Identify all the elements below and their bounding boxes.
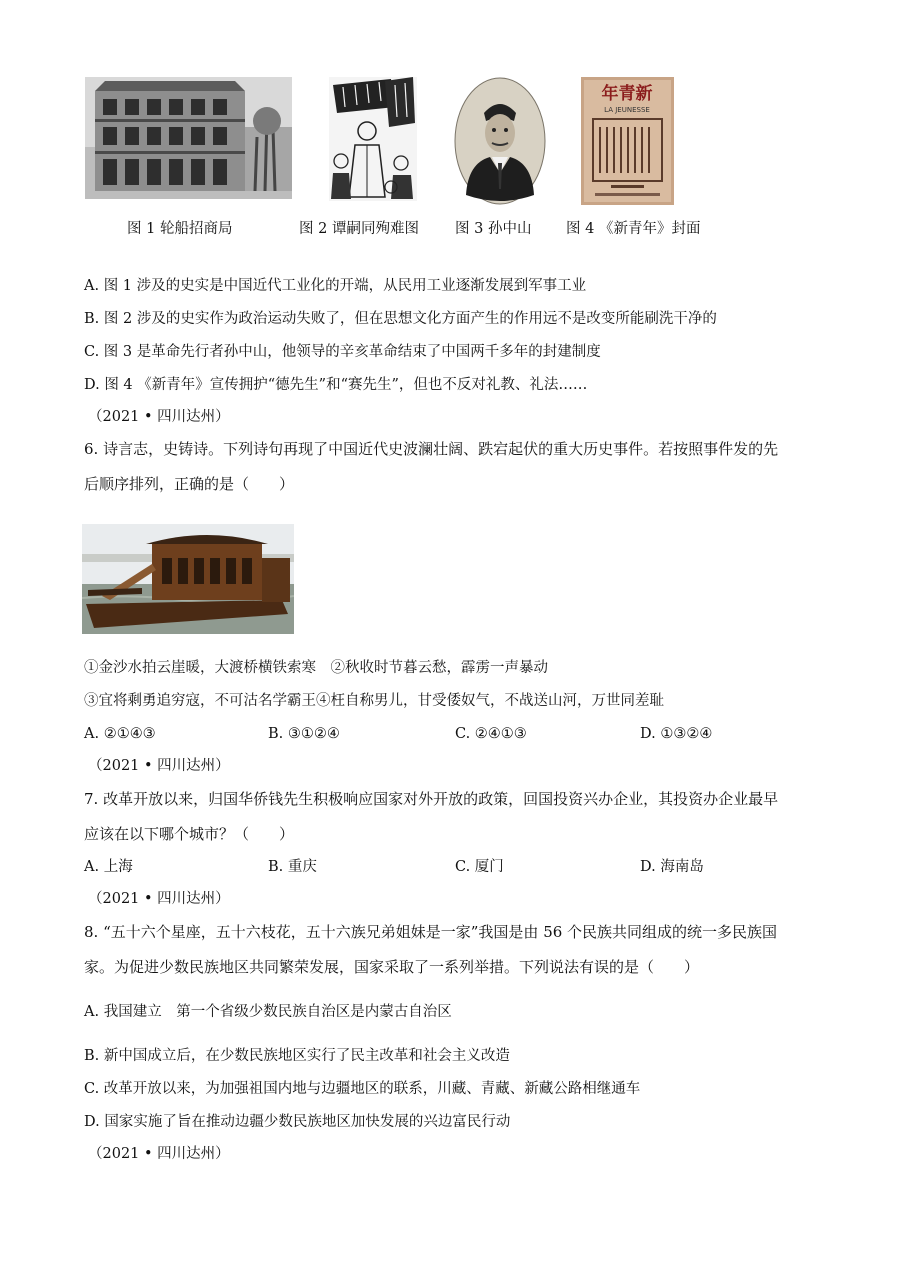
q5-option-b: B. 图 2 涉及的史实作为政治运动失败了，但在思想文化方面产生的作用远不是改变所能刷洗干净的	[84, 311, 717, 327]
q6-option-d: D. ①③②④	[640, 726, 713, 742]
q7-stem-line-2: 应该在以下哪个城市？（ ）	[84, 825, 295, 843]
q6-option-c: C. ②④①③	[455, 726, 527, 742]
figure-3-caption: 图 3 孙中山	[455, 221, 532, 237]
q5-option-d: D. 图 4 《新青年》宣传拥护“德先生”和“赛先生”，但也不反对礼教、礼法……	[84, 377, 588, 393]
q6-poem-line-2: ③宜将剩勇追穷寇，不可沽名学霸王④枉自称男儿，甘受倭奴气，不战送山河，万世同差耻	[84, 693, 664, 709]
q5-option-a: A. 图 1 涉及的史实是中国近代工业化的开端，从民用工业逐渐发展到军事工业	[84, 278, 587, 294]
q7-stem-line-1: 7. 改革开放以来，归国华侨钱先生积极响应国家对外开放的政策，回国投资兴办企业，其投资办企业最早	[84, 790, 779, 808]
figure-2-illustration	[329, 77, 417, 201]
figure-1-building-photo	[85, 77, 292, 199]
cover-subtitle: LA JEUNESSE	[604, 106, 650, 114]
q8-option-d: D. 国家实施了旨在推动边疆少数民族地区加快发展的兴边富民行动	[84, 1114, 511, 1130]
q8-option-a: A. 我国建立 第一个省级少数民族自治区是内蒙古自治区	[84, 1004, 452, 1020]
q5-option-c: C. 图 3 是革命先行者孙中山，他领导的辛亥革命结束了中国两千多年的封建制度	[84, 344, 601, 360]
figure-4-magazine-cover	[581, 77, 674, 205]
q8-source: （2021 • 四川达州）	[88, 1146, 230, 1162]
figure-2-caption: 图 2 谭嗣同殉难图	[299, 221, 419, 237]
q8-option-b: B. 新中国成立后，在少数民族地区实行了民主改革和社会主义改造	[84, 1048, 510, 1064]
q6-option-a: A. ②①④③	[84, 726, 156, 742]
figure-1-caption: 图 1 轮船招商局	[127, 221, 233, 237]
q6-source: （2021 • 四川达州）	[88, 758, 230, 774]
q8-stem-line-2: 家。为促进少数民族地区共同繁荣发展，国家采取了一系列举措。下列说法有误的是（ ）	[84, 958, 700, 976]
cover-title: 新青年	[601, 84, 653, 104]
q7-source: （2021 • 四川达州）	[88, 891, 230, 907]
q8-stem-line-1: 8. “五十六个星座，五十六枝花，五十六族兄弟姐妹是一家”我国是由 56 个民族共同组成的统一多民族国	[84, 923, 778, 941]
q7-option-b: B. 重庆	[268, 859, 317, 875]
q6-stem-line-2: 后顺序排列，正确的是（ ）	[84, 475, 295, 493]
figure-3-portrait	[454, 77, 546, 205]
q6-stem-line-1: 6. 诗言志，史铸诗。下列诗句再现了中国近代史波澜壮阔、跌宕起伏的重大历史事件。若按照事件发的先	[84, 440, 779, 458]
q7-option-c: C. 厦门	[455, 859, 504, 875]
q6-option-b: B. ③①②④	[268, 726, 340, 742]
q5-source: （2021 • 四川达州）	[88, 409, 230, 425]
q7-option-a: A. 上海	[84, 859, 133, 875]
q7-option-d: D. 海南岛	[640, 859, 704, 875]
q6-poem-line-1: ①金沙水拍云崖暖，大渡桥横铁索寒 ②秋收时节暮云愁，霹雳一声暴动	[84, 660, 548, 676]
q6-red-boat-photo	[82, 524, 294, 634]
q8-option-c: C. 改革开放以来，为加强祖国内地与边疆地区的联系，川藏、青藏、新藏公路相继通车	[84, 1081, 641, 1097]
figure-4-caption: 图 4 《新青年》封面	[566, 221, 701, 237]
